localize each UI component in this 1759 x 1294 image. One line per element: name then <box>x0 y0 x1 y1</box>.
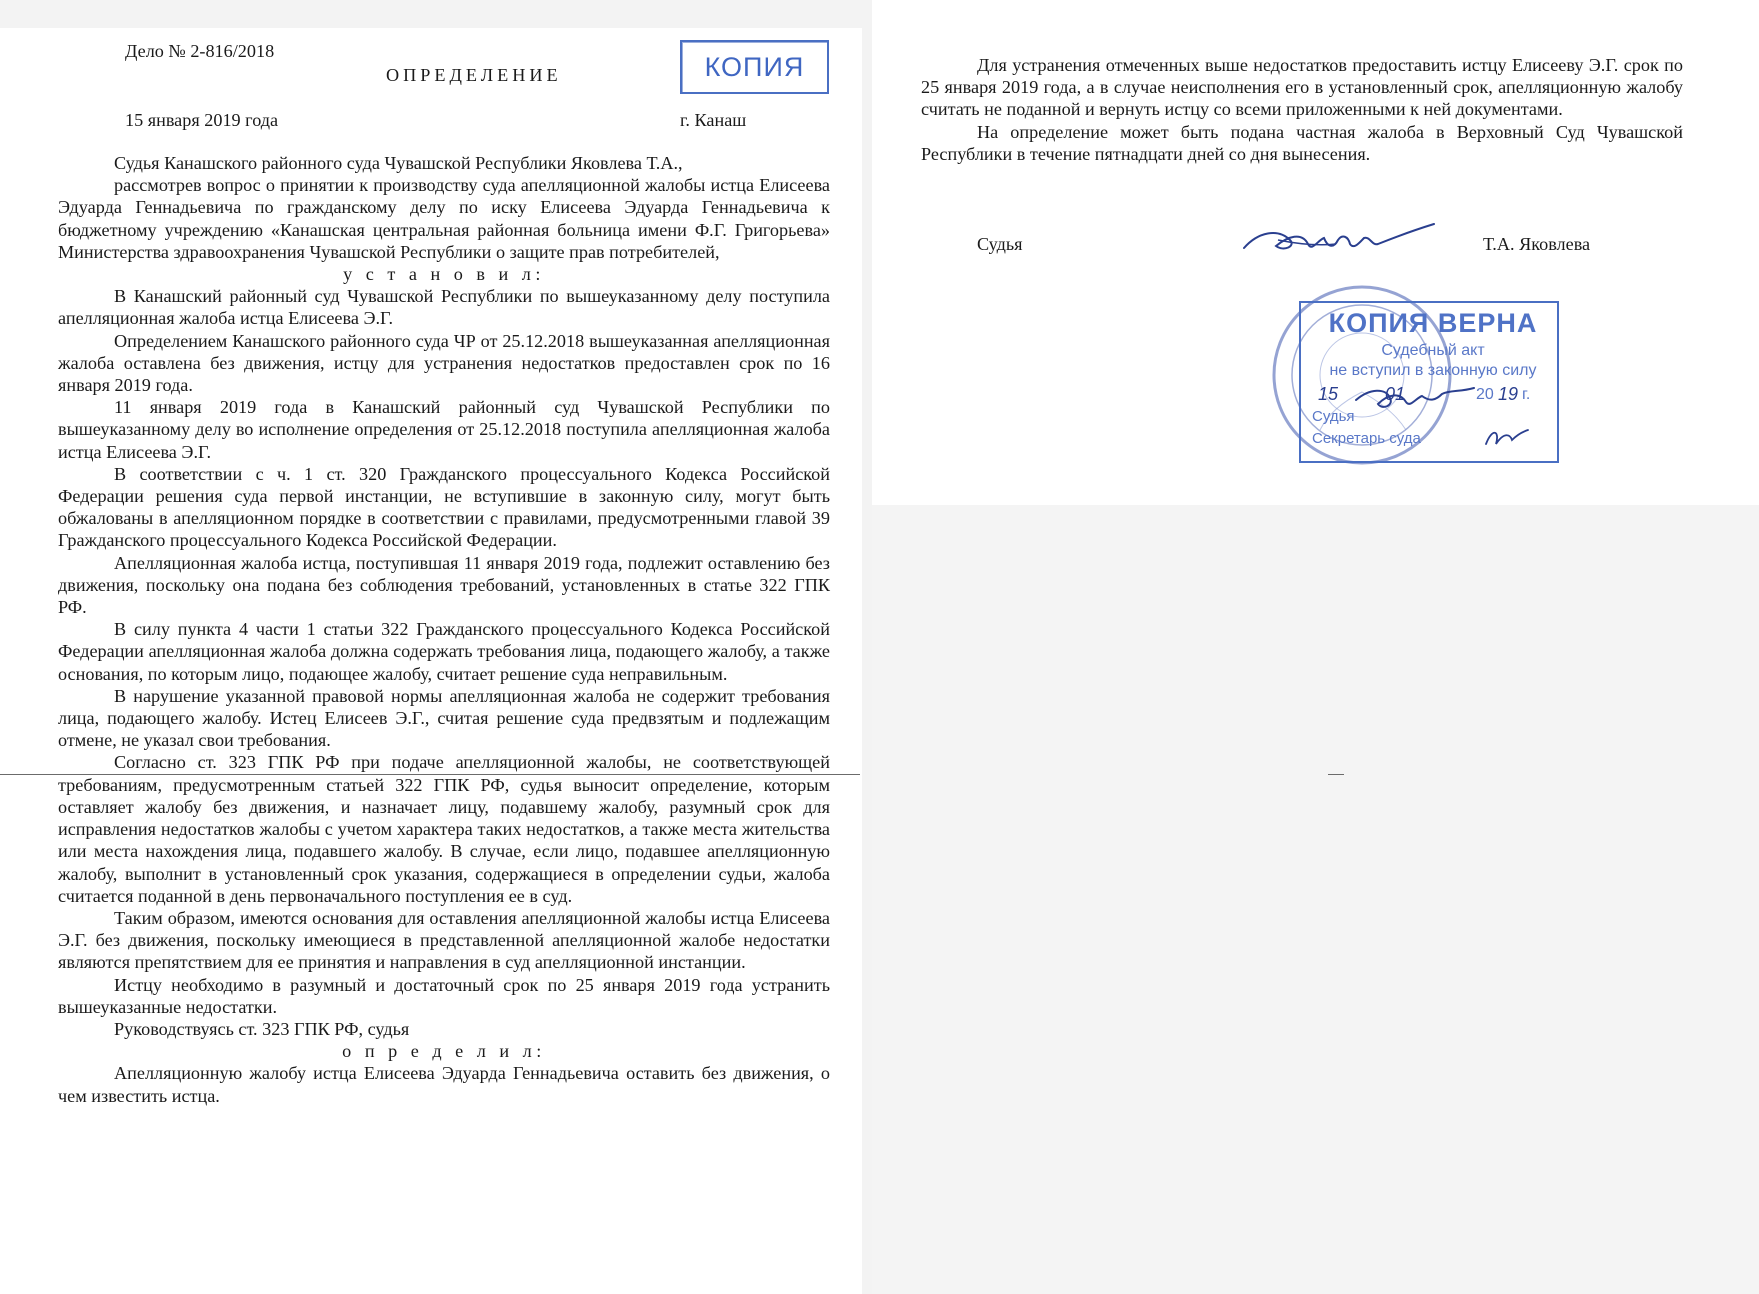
body-paragraph: В силу пункта 4 части 1 статьи 322 Гражданского процессуального Кодекса Российской Федерации апелляционная жалоба должна содержать требования лица, подающего жалобу, а также основания, по которым лицо, подающее жалобу, считает решение суда неправильным. <box>58 619 830 684</box>
scan-artifact-line <box>0 774 860 775</box>
body-paragraph: На определение может быть подана частная жалоба в Верховный Суд Чувашской Республики в течение пятнадцати дней со дня вынесения. <box>921 121 1683 164</box>
body-paragraph: Апелляционная жалоба истца, поступившая 11 января 2019 года, подлежит оставлению без движения, поскольку она подана без соблюдения требований, установленных в статье 322 ГПК РФ. <box>58 552 830 618</box>
stamp-month: 01 <box>1385 384 1406 404</box>
stamp-line-1: Судебный акт <box>1381 342 1485 359</box>
blank-scan-area <box>872 505 1759 1294</box>
resolution-paragraph: Апелляционную жалобу истца Елисеева Эдуарда Геннадьевича оставить без движения, о чем известить истца. <box>58 1063 830 1106</box>
left-body <box>58 152 830 1107</box>
judge-name: Т.А. Яковлева <box>1483 234 1591 254</box>
body-paragraph: Таким образом, имеются основания для оставления апелляционной жалобы истца Елисеева Э.Г. без движения, поскольку имеющиеся в представленной апелляционной жалобе недостатки являются препятствием для ее принятия и направления в суд апелляционной инстанции. <box>58 907 830 973</box>
right-body <box>921 54 1683 165</box>
copy-stamp: КОПИЯ <box>680 40 829 94</box>
document-title: ОПРЕДЕЛЕНИЕ <box>386 65 562 85</box>
stamp-year-prefix: 20 <box>1476 386 1494 403</box>
body-paragraph: Истцу необходимо в разумный и достаточный срок по 25 января 2019 года устранить вышеуказанные недостатки. <box>58 974 830 1017</box>
heading-determined: о п р е д е л и л: <box>342 1041 546 1062</box>
document-city: г. Канаш <box>680 110 747 130</box>
stamp-signatures <box>1260 280 1560 470</box>
judge-label: Судья <box>977 234 1023 254</box>
stamp-year-suffix: 19 <box>1498 384 1519 404</box>
stamp-line-2: не вступил в законную силу <box>1329 362 1537 379</box>
body-paragraph: В соответствии с ч. 1 ст. 320 Гражданского процессуального Кодекса Российской Федерации решения суда первой инстанции, не вступившие в законную силу, могут быть обжалованы в апелляционном порядке в соответствии с правилами, предусмотренными главой 39 Гражданского процессуального Кодекса Российской Федерации. <box>58 463 830 551</box>
judge-line: Судья Канашского районного суда Чувашской Республики Яковлева Т.А., <box>114 153 683 173</box>
scan-artifact-line <box>1328 774 1344 775</box>
stamp-judge-abbr: Судья <box>1312 408 1355 425</box>
body-paragraph: В Канашский районный суд Чувашской Республики по вышеуказанному делу поступила апелляционная жалоба истца Елисеева Э.Г. <box>58 286 830 329</box>
stamp-secretary: Секретарь суда <box>1312 430 1421 447</box>
certification-stamp <box>1260 280 1560 470</box>
intro-paragraph: рассмотрев вопрос о принятии к производству суда апелляционной жалобы истца Елисеева Эдуарда Геннадьевича по гражданскому делу по иску Елисеева Эдуарда Геннадьевича к бюджетному учреждению «Канашская центральная районная больница имени Ф.Г. Григорьева» Министерства здравоохранения Чувашской Республики о защите прав потребителей, <box>58 175 830 262</box>
body-paragraph: Определением Канашского районного суда ЧР от 25.12.2018 вышеуказанная апелляционная жалоба оставлена без движения, истцу для устранения недостатков предоставлен срок по 16 января 2019 года. <box>58 330 830 396</box>
stamp-day: 15 <box>1318 384 1339 404</box>
stamp-title: КОПИЯ ВЕРНА <box>1328 308 1538 338</box>
heading-established: у с т а н о в и л: <box>343 264 545 285</box>
stamp-year-end: г. <box>1522 386 1531 403</box>
document-date: 15 января 2019 года <box>125 110 279 130</box>
body-paragraph: Согласно ст. 323 ГПК РФ при подаче апелляционной жалобы, не соответствующей требованиям, предусмотренным статьей 322 ГПК РФ, судья выносит определение, которым оставляет жалобу без движения, и назначает лицу, подавшему жалобу, разумный срок для исправления недостатков жалобы с учетом характера таких недостатков, а также места жительства или места нахождения лица, подавшего жалобу. В случае, если лицо, подавшее апелляционную жалобу, выполнит в установленный срок указания, содержащиеся в определении судьи, жалоба считается поданной в день первоначального поступления ее в суд. <box>58 752 830 906</box>
judge-signature <box>1238 218 1443 260</box>
body-paragraph: Для устранения отмеченных выше недостатков предоставить истцу Елисееву Э.Г. срок по 25 января 2019 года, а в случае неисполнения его в установленный срок, апелляционную жалобу считать не поданной и вернуть истцу со всеми приложенными к ней документами. <box>921 55 1683 120</box>
body-paragraph: Руководствуясь ст. 323 ГПК РФ, судья <box>114 1018 410 1039</box>
body-paragraph: 11 января 2019 года в Канашский районный суд Чувашской Республики по вышеуказанному делу во исполнение определения от 25.12.2018 поступила апелляционная жалоба истца Елисеева Э.Г. <box>58 397 830 462</box>
body-paragraph: В нарушение указанной правовой нормы апелляционная жалоба не содержит требования лица, подающего жалобу. Истец Елисеев Э.Г., считая решение суда предвзятым и подлежащим отмене, не указал свои требования. <box>58 685 830 751</box>
case-number: Дело № 2-816/2018 <box>125 41 275 61</box>
